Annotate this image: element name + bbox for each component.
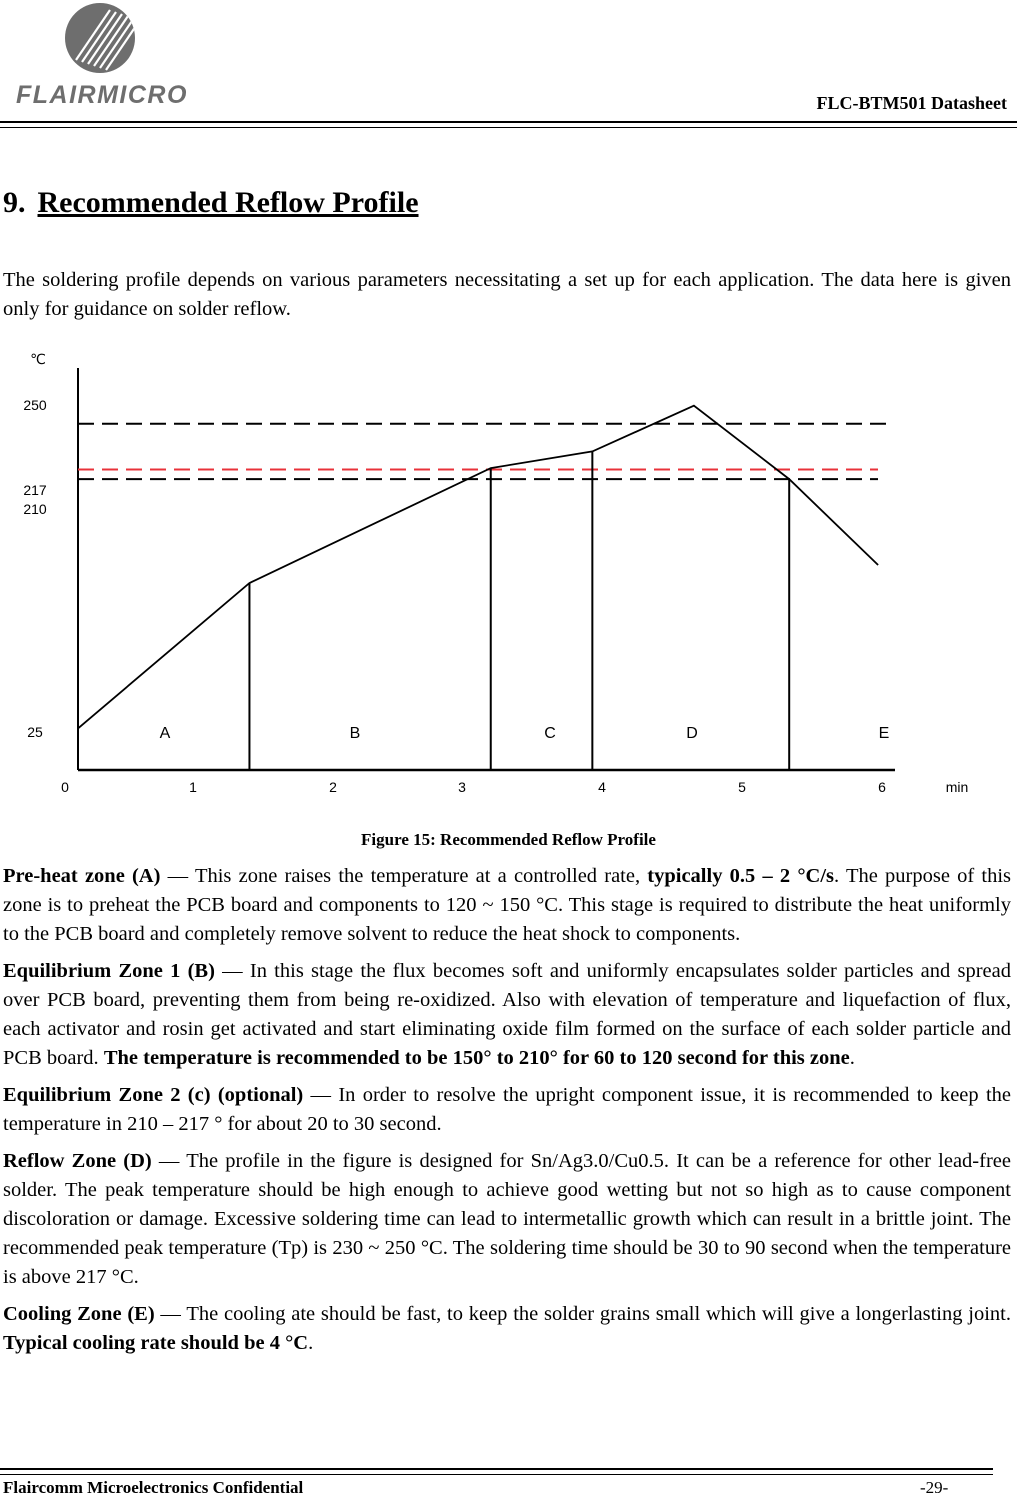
paragraph-lead: Equilibrium Zone 1 (B)	[3, 960, 215, 982]
document-title: FLC-BTM501 Datasheet	[816, 93, 1007, 113]
footer-rule	[0, 1468, 993, 1470]
zone-label-b: B	[349, 725, 361, 742]
flairmicro-logo	[14, 2, 189, 112]
x-tick-label: 1	[189, 779, 197, 795]
cooling-zone-paragraph: Cooling Zone (E) — The cooling ate should be fast, to keep the solder grains small which will give a longerlasting joint. Typical cooling rate should be 4 °C.	[3, 1303, 1011, 1354]
reflow-profile-chart	[0, 330, 1017, 810]
paragraph-lead: Equilibrium Zone 2 (c) (optional)	[3, 1084, 304, 1106]
y-tick-label: 25	[27, 724, 43, 740]
paragraph-lead: Pre-heat zone (A)	[3, 865, 161, 887]
x-tick-label: 4	[598, 779, 606, 795]
equilibrium-zone-2-paragraph: Equilibrium Zone 2 (c) (optional) — In order to resolve the upright component issue, it is recommended to keep the temperature in 210 – 217 ° for about 20 to 30 second.	[3, 1084, 1011, 1135]
x-tick-label: 6	[878, 779, 886, 795]
y-tick-label: 210	[23, 501, 47, 517]
zone-label-a: A	[159, 725, 171, 742]
x-tick-label: 0	[61, 779, 69, 795]
y-axis-unit: ℃	[30, 351, 46, 367]
x-axis-unit: min	[945, 779, 969, 795]
logo-text: FLAIRMICRO	[16, 81, 188, 109]
section-heading	[3, 186, 419, 220]
y-tick-label: 250	[23, 397, 47, 413]
section-number: 9.	[3, 186, 26, 219]
x-tick-label: 2	[329, 779, 337, 795]
figure-caption: Figure 15: Recommended Reflow Profile	[361, 830, 656, 849]
header-rule	[0, 121, 1017, 123]
intro-paragraph: The soldering profile depends on various parameters necessitating a set up for each application. The data here is given only for guidance on solder reflow.	[3, 269, 1011, 320]
zone-label-c: C	[544, 725, 556, 742]
paragraph-lead: Reflow Zone (D)	[3, 1150, 152, 1172]
profile-line	[78, 406, 878, 729]
footer-rule-thin	[0, 1474, 993, 1475]
section-title: Recommended Reflow Profile	[37, 186, 419, 219]
zone-label-d: D	[686, 725, 698, 742]
header-rule-thin	[0, 127, 1017, 128]
zone-descriptions	[3, 862, 1011, 1366]
confidential-notice: Flaircomm Microelectronics Confidential	[3, 1478, 304, 1497]
equilibrium-zone-1-paragraph: Equilibrium Zone 1 (B) — In this stage the flux becomes soft and uniformly encapsulates solder particles and spread over PCB board, preventing them from being re-oxidized. Also with elevation of temperature and liquefaction of flux, each activator and rosin get activated and start eliminating oxide film formed on the surface of each solder particle and PCB board. The temperature is recommended to be 150° to 210° for 60 to 120 second for this zone.	[3, 960, 1011, 1069]
x-tick-label: 3	[458, 779, 466, 795]
reflow-zone-paragraph: Reflow Zone (D) — The profile in the figure is designed for Sn/Ag3.0/Cu0.5. It can be a reference for other lead-free solder. The peak temperature should be high enough to achieve good wetting but not so high as to cause component discoloration or damage. Excessive soldering time can lead to intermetallic growth which can result in a brittle joint. The recommended peak temperature (Tp) is 230 ~ 250 °C. The soldering time should be 30 to 90 second when the temperature is above 217 °C.	[3, 1150, 1011, 1288]
y-tick-label: 217	[23, 482, 47, 498]
preheat-zone-paragraph: Pre-heat zone (A) — This zone raises the temperature at a controlled rate, typically 0.5 – 2 °C/s. The purpose of this zone is to preheat the PCB board and components to 120 ~ 150 °C. This stage is required to distribute the heat uniformly to the PCB board and completely remove solvent to reduce the heat shock to components.	[3, 865, 1012, 945]
x-tick-label: 5	[738, 779, 746, 795]
paragraph-lead: Cooling Zone (E)	[3, 1303, 155, 1325]
page-number: -29-	[920, 1478, 949, 1497]
zone-label-e: E	[878, 725, 890, 742]
